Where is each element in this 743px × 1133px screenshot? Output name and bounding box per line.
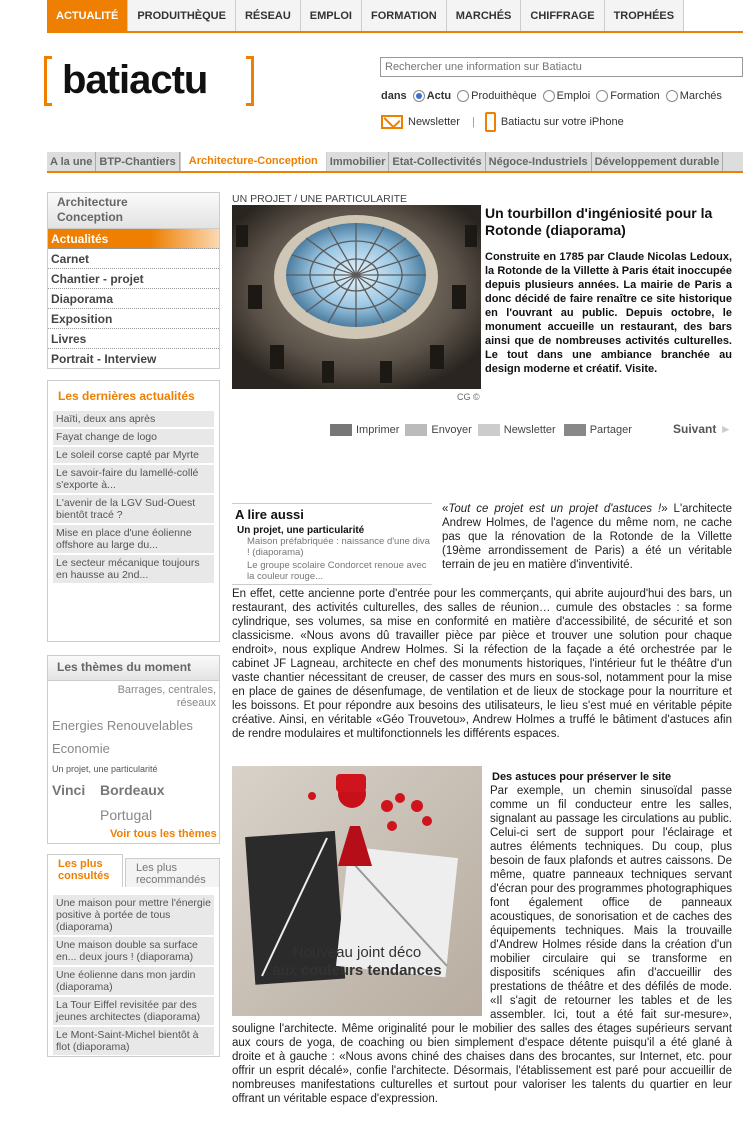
section-title-line1: Architecture <box>57 195 128 209</box>
topnav-produitheque[interactable]: PRODUITHÈQUE <box>128 0 236 31</box>
newsletter-icon <box>478 424 500 436</box>
subnav-etat-collectivites[interactable]: Etat-Collectivités <box>389 152 485 171</box>
latest-news-item[interactable]: Le secteur mécanique toujours en hausse au 2nd... <box>53 555 214 583</box>
section-heading: Des astuces pour préserver le site <box>492 771 672 783</box>
iphone-link[interactable]: Batiactu sur votre iPhone <box>500 116 624 128</box>
related-item[interactable]: Le groupe scolaire Condorcet renoue avec la couleur rouge... <box>247 560 427 582</box>
subnav-btp-chantiers[interactable]: BTP-Chantiers <box>96 152 179 171</box>
radio-marches-label: Marchés <box>679 90 722 102</box>
article-newsletter-link[interactable]: Newsletter <box>503 424 556 436</box>
header-links <box>381 112 624 132</box>
all-themes-link[interactable]: Voir tous les thèmes <box>110 828 217 840</box>
topnav-trophees[interactable]: TROPHÉES <box>605 0 685 31</box>
article-actions <box>330 422 632 438</box>
newsletter-link[interactable]: Newsletter <box>408 116 460 128</box>
share-link[interactable]: Partager <box>589 424 632 436</box>
subnav-architecture-conception[interactable]: Architecture-Conception <box>180 152 327 172</box>
theme-tag[interactable]: Portugal <box>100 807 153 823</box>
rotonde-image <box>232 205 481 389</box>
theme-tag[interactable]: Economie <box>52 741 110 756</box>
quote-1: Tout ce projet est un projet d'astuces ! <box>448 503 662 515</box>
related-title: A lire aussi <box>235 507 304 522</box>
section-menu-title <box>48 193 219 229</box>
article-photo-rotonde[interactable] <box>232 205 481 389</box>
arrow-right-icon: ► <box>719 422 732 436</box>
article-kicker: UN PROJET / UNE PARTICULARITE <box>232 193 408 205</box>
theme-tag[interactable]: Vinci <box>52 782 86 798</box>
most-read-item[interactable]: Le Mont-Saint-Michel bientôt à flot (diaporama) <box>53 1027 214 1055</box>
topnav-marches[interactable]: MARCHÉS <box>447 0 522 31</box>
paragraph-3: Par exemple, un chemin sinusoïdal passe comme un fil conducteur entre les salles, signalant au passage les circulations au public. Celui-ci sert de support pour l'éclairage et autres éléments techniques. Du coup, plus besoin de faux plafonds et autres caissons. De même, quatre panneaux techniques servant d'écran pour des programmes photographiques font également office de panneaux acoustiques, de sonorisation et de caches des équipements techniques. Mais la trouvaille d'Andrew Holmes réside dans la création d'un mobilier circulaire qui se transforme en dispositifs scéniques afin d'accueillir des prestations de théâtre et des défilés de mode. «Il s'agit de retourner les tables et de les assembler. Ici, tout a été fait sur-mesure», souligne l'architecte. Même originalité pour le mobilier des salles des étages supérieurs servant aux cours de yoga, de coaching ou bien simplement d'espace détente puisqu'il a été glané à droite et à gauche : «Nous avons chiné des chaises dans des brocantes, sur Internet, etc. pour offrir un esprit décalé», confie l'architecte. Désormais, l'établissement est paré pour accueillir de nombreuses manifestations culturelles et surtout pour valoriser les talents du quartier en leur offrant un véritable espace d'expression. <box>232 785 732 1105</box>
menu-item-portrait-interview[interactable]: Portrait - Interview <box>51 352 157 366</box>
latest-news-title: Les dernières actualités <box>58 389 195 403</box>
next-link[interactable] <box>673 422 732 436</box>
mail-icon <box>381 115 403 129</box>
most-read-item[interactable]: Une maison double sa surface en... deux jours ! (diaporama) <box>53 937 214 965</box>
menu-item-diaporama[interactable]: Diaporama <box>48 289 219 309</box>
iphone-icon <box>485 112 496 132</box>
tab-plus-recommandes[interactable]: Les plus recommandés <box>125 858 220 888</box>
radio-emploi-label: Emploi <box>556 90 591 102</box>
radio-produitheque[interactable] <box>457 90 469 102</box>
menu-item-exposition[interactable]: Exposition <box>48 309 219 329</box>
latest-news-item[interactable]: L'avenir de la LGV Sud-Ouest bientôt tracé ? <box>53 495 214 523</box>
paragraph-2: En effet, cette ancienne porte d'entrée pour les commerçants, qui abrite aujourd'hui des bars, un restaurant, des activités culturelles, des salles de réunion… cumule des obstacles : sa forme cylindrique, ses volumes, sa mise en conformité en matière d'accessibilité, de sécurité et son classicisme. «Nous avons dû travailler pièce par pièce et trouver une solution pour chaque endroit», nous explique Andrew Holmes. Si la réfection de la façade a été orchestrée par le cabinet JF Lagneau, architecte en chef des monuments historiques, l'intérieur fut le théâtre d'un vaste chantier nécessitant de creuser, de casser des murs en sous-sol, notamment pour la mise en place de gaines de désenfumage, de ventilation et de lieux de stockage pour la nourriture et les boissons. Et pour répondre aux besoins des utilisateurs, le lieu s'est mué en véritable pépite créative. Ainsi, en véritable «Géo Trouvetou», Andrew Holmes a truffé le bâtiment d'astuces afin de rendre modulaires et multifonctionnels les différents espaces. <box>232 588 732 740</box>
envelope-icon <box>405 424 427 436</box>
search-scope-label: dans <box>381 90 407 102</box>
latest-news-item[interactable]: Le soleil corse capté par Myrte <box>53 447 214 463</box>
radio-formation-label: Formation <box>610 90 660 102</box>
print-link[interactable]: Imprimer <box>356 424 400 436</box>
topnav-actualite[interactable]: ACTUALITÉ <box>47 0 128 31</box>
theme-tag[interactable]: Energies Renouvelables <box>52 718 193 733</box>
topnav-formation[interactable]: FORMATION <box>362 0 447 31</box>
section-title-line2: Conception <box>57 210 123 224</box>
topnav-reseau[interactable]: RÉSEAU <box>236 0 301 31</box>
most-read-item[interactable]: Une éolienne dans mon jardin (diaporama) <box>53 967 214 995</box>
latest-news-item[interactable]: Haïti, deux ans après <box>53 411 214 427</box>
ad-line-2b: couleurs tendances <box>300 962 442 979</box>
latest-news-item[interactable]: Mise en place d'une éolienne offshore au large du... <box>53 525 214 553</box>
batiactu-logo[interactable] <box>44 56 258 110</box>
theme-tag[interactable]: Un projet, une particularité <box>52 764 158 774</box>
logo-bracket-left <box>44 56 52 106</box>
paragraph-1: «Tout ce projet est un projet d'astuces !» L'architecte Andrew Holmes, de l'agence du même nom, ne cache pas que la rénovation de la Rotonde de la Villette (19ème arrondissement de Paris) a été un véritable terrain de jeu en matière d'inventivité. <box>442 503 732 571</box>
radio-marches[interactable] <box>666 90 678 102</box>
related-subtitle: Un projet, une particularité <box>237 525 365 536</box>
tab-plus-consultes[interactable]: Les plus consultés <box>47 854 123 888</box>
logo-bracket-right <box>246 56 254 106</box>
ad-line-1: Nouveau joint déco <box>292 944 422 961</box>
latest-news-item[interactable]: Fayat change de logo <box>53 429 214 445</box>
most-read-item[interactable]: Une maison pour mettre l'énergie positive à portée de tous (diaporama) <box>53 895 214 935</box>
article-lead: Construite en 1785 par Claude Nicolas Ledoux, la Rotonde de la Villette à Paris était inoccupée depuis plusieurs années. La mairie de Paris a donc décidé de faire renaître ce site historique en l'ouvrant au public. Depuis octobre, le monument accueille un restaurant, des bars ainsi que de nombreuses activités culturelles. Le tout dans une ambiance branchée au design moderne et créatif. Visite. <box>485 251 732 375</box>
search-scope <box>381 88 743 104</box>
send-link[interactable]: Envoyer <box>431 424 472 436</box>
paragraph-3-wrap <box>232 784 732 1124</box>
menu-item-carnet[interactable]: Carnet <box>48 249 219 269</box>
topnav-chiffrage[interactable]: CHIFFRAGE <box>521 0 604 31</box>
ad-spacer <box>232 784 490 1020</box>
topnav-emploi[interactable]: EMPLOI <box>301 0 362 31</box>
latest-news-item[interactable]: Le savoir-faire du lamellé-collé s'exporte à... <box>53 465 214 493</box>
share-icon <box>564 424 586 436</box>
logo-text: batiactu <box>62 58 208 102</box>
theme-tag[interactable]: Bordeaux <box>100 782 165 798</box>
most-read-box <box>47 887 220 1057</box>
link-separator: | <box>471 116 475 128</box>
print-icon <box>330 424 352 436</box>
themes-title: Les thèmes du moment <box>48 656 219 681</box>
paragraph-1-text: » L'architecte Andrew Holmes, de l'agence du même nom, ne cache pas que la rénovation de la Rotonde de la Villette (19ème arrondissement de Paris) a été un véritable terrain de jeu en matière d'inventivité. <box>442 503 732 571</box>
section-menu <box>47 192 220 369</box>
menu-item-chantier-projet[interactable]: Chantier - projet <box>48 269 219 289</box>
latest-news-box <box>47 380 220 642</box>
section-navigation <box>47 152 743 173</box>
subnav-immobilier[interactable]: Immobilier <box>327 152 390 171</box>
popular-tabs <box>47 854 220 888</box>
related-item[interactable]: Maison préfabriquée : naissance d'une diva ! (diaporama) <box>247 536 430 558</box>
menu-item-livres[interactable]: Livres <box>48 329 219 349</box>
theme-tag[interactable]: Barrages, centrales, réseaux <box>117 684 216 709</box>
photo-credit: CG © <box>457 392 480 402</box>
radio-produitheque-label: Produithèque <box>471 90 537 102</box>
ad-line-2a: aux <box>272 962 301 979</box>
search-input[interactable] <box>380 57 743 77</box>
subnav-negoce-industriels[interactable]: Négoce-Industriels <box>486 152 592 171</box>
related-box <box>232 503 432 585</box>
most-read-item[interactable]: La Tour Eiffel revisitée par des jeunes architectes (diaporama) <box>53 997 214 1025</box>
next-link-label: Suivant <box>673 422 717 436</box>
subnav-developpement-durable[interactable]: Développement durable <box>592 152 724 171</box>
subnav-a-la-une[interactable]: A la une <box>47 152 96 171</box>
article-title: Un tourbillon d'ingéniosité pour la Rotonde (diaporama) <box>485 205 713 238</box>
radio-actu[interactable] <box>413 90 425 102</box>
radio-formation[interactable] <box>596 90 608 102</box>
top-navigation <box>47 0 743 33</box>
menu-item-actualites[interactable]: Actualités <box>48 229 219 249</box>
radio-actu-label: Actu <box>426 90 452 102</box>
themes-box <box>47 655 220 844</box>
radio-emploi[interactable] <box>543 90 555 102</box>
